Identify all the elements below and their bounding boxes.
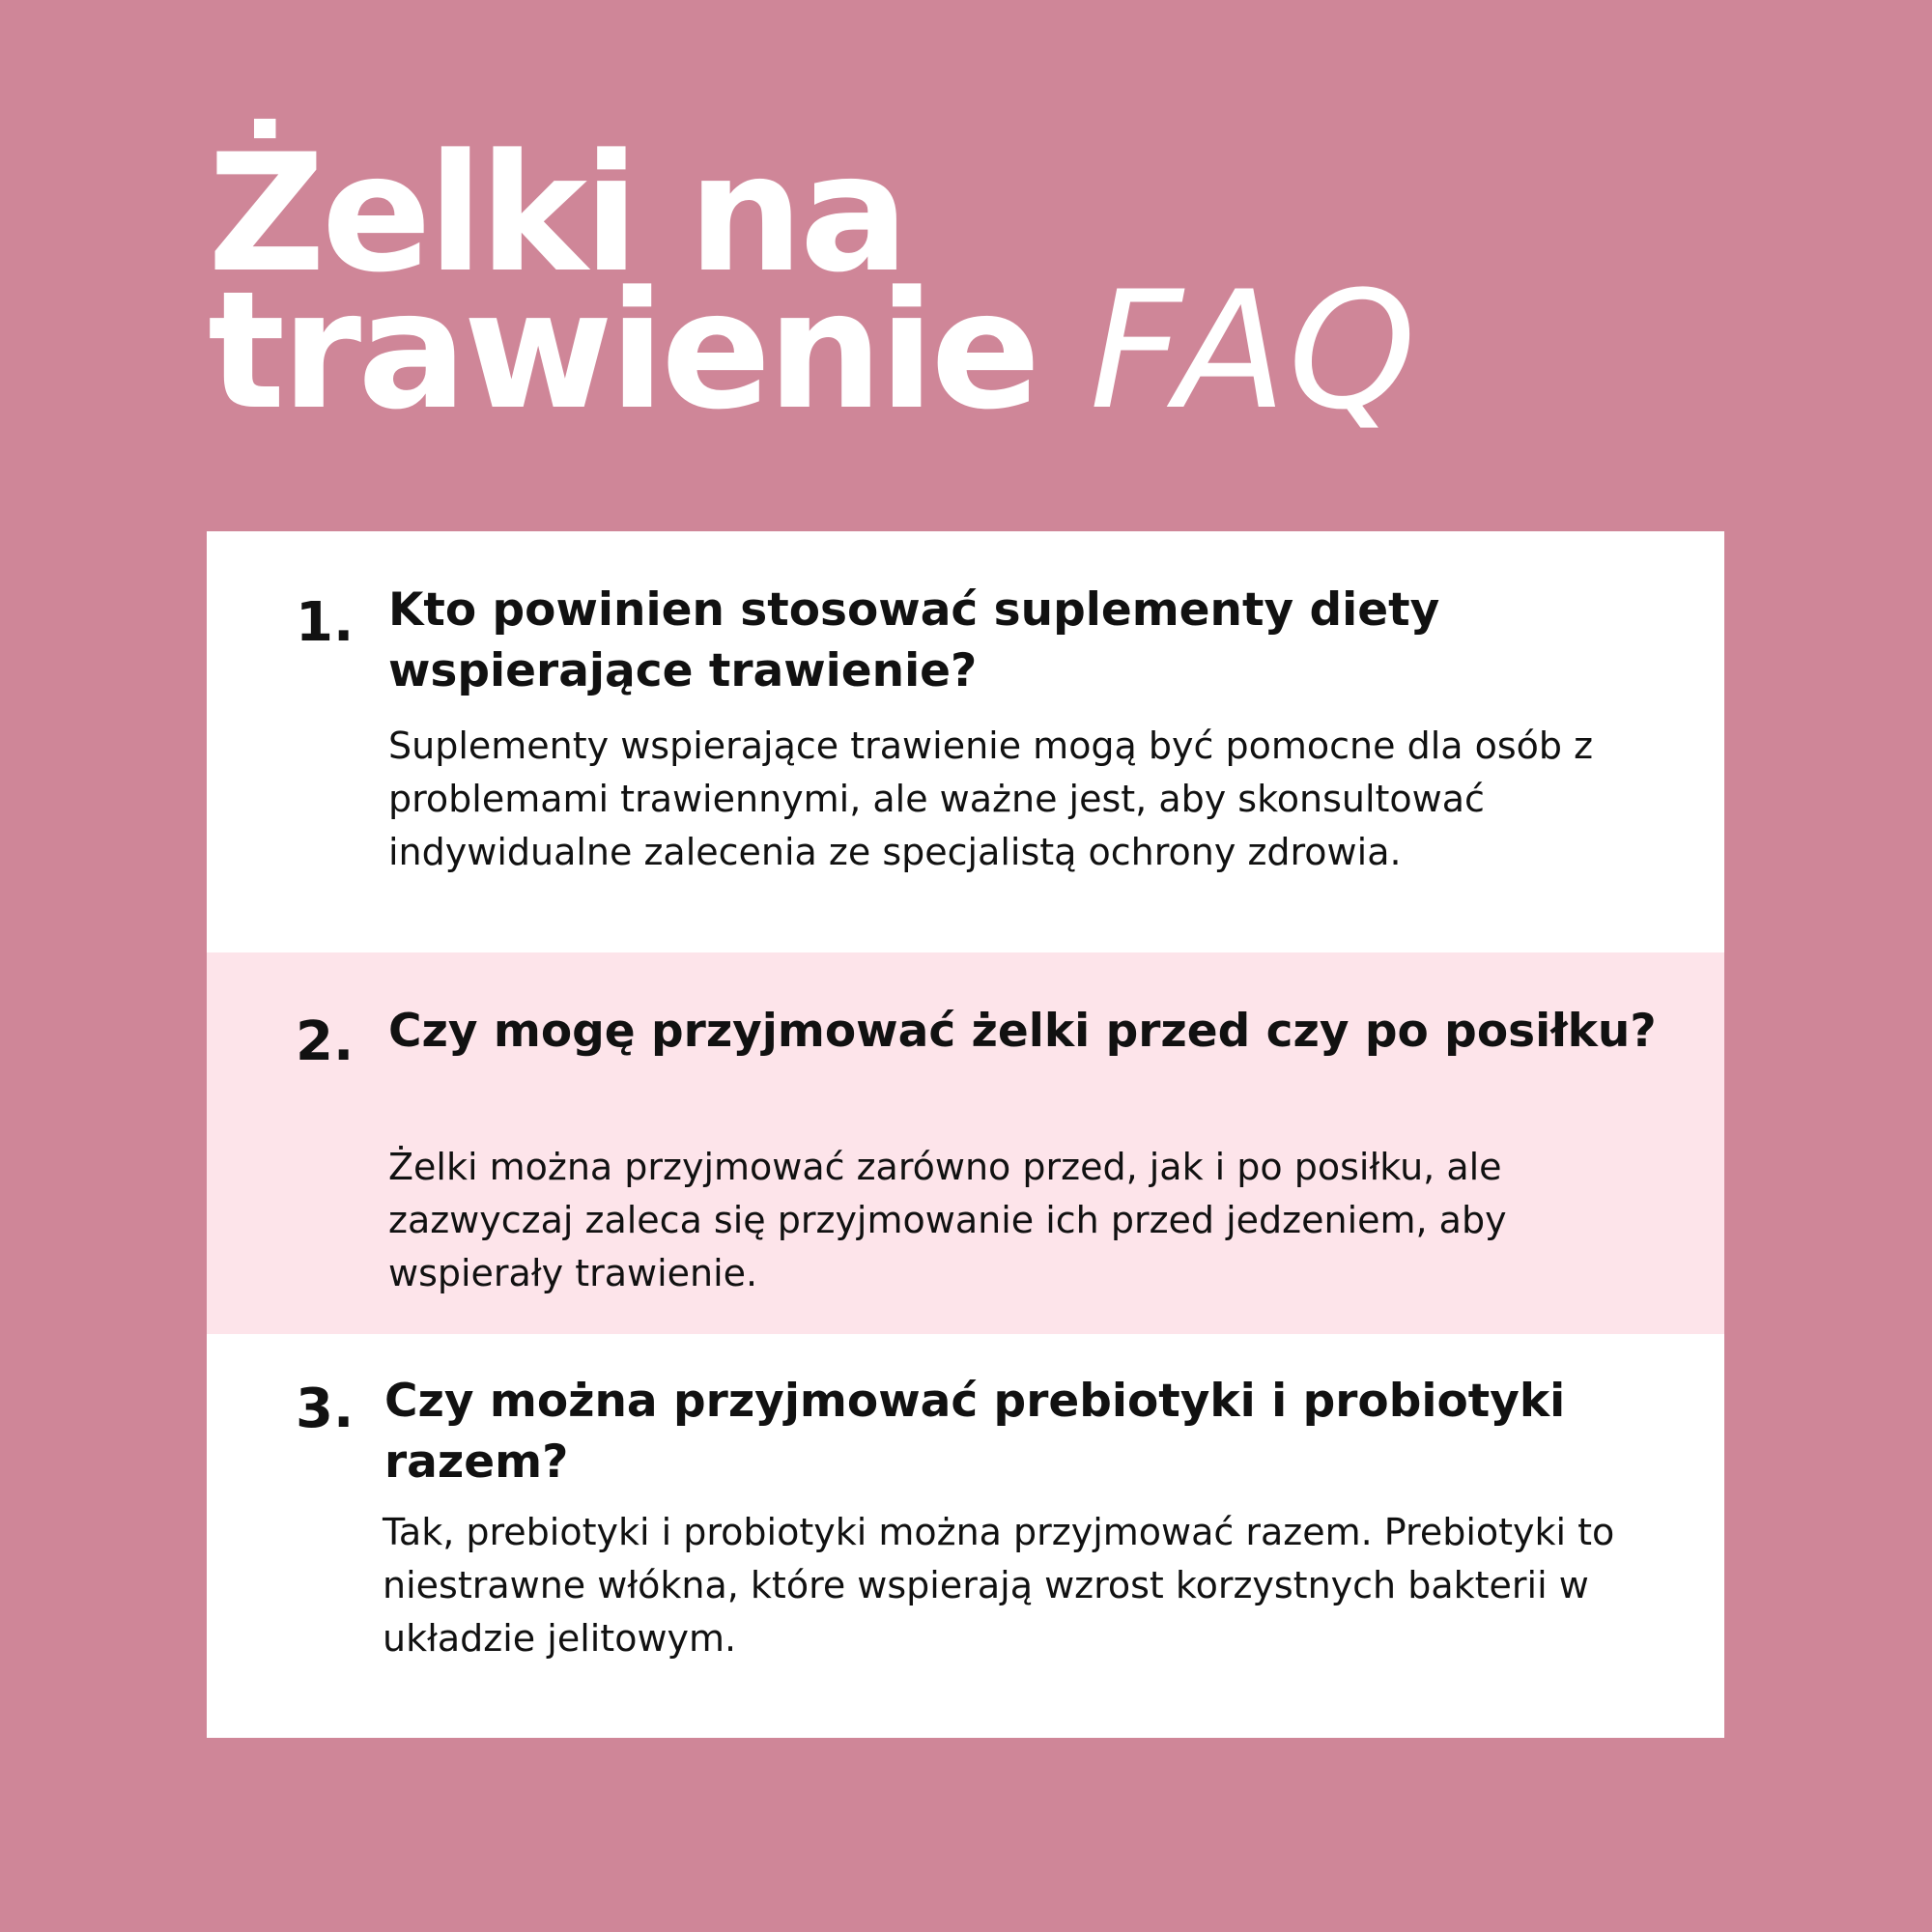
faq-number-3: 3. (296, 1378, 355, 1440)
title-main-word: trawienie (208, 256, 1037, 445)
faq-question-2: Czy mogę przyjmować żelki przed czy po posiłku? (388, 1005, 1657, 1058)
title-faq-accent: FAQ (1089, 256, 1418, 445)
title-line-2 (208, 256, 1418, 445)
faq-item-2 (207, 952, 1724, 1334)
faq-answer-3: Tak, prebiotyki i probiotyki można przyjmować razem. Prebiotyki to niestrawne włókna, które wspierają wzrost korzystnych bakterii w układzie jelitowym. (383, 1511, 1615, 1660)
faq-number-2: 2. (296, 1010, 355, 1073)
faq-item-3 (207, 1334, 1724, 1738)
faq-number-1: 1. (296, 591, 355, 654)
faq-item-1 (207, 531, 1724, 952)
page-title (208, 119, 1418, 445)
faq-answer-1: Suplementy wspierające trawienie mogą być pomocne dla osób z problemami trawiennymi, ale ważne jest, aby skonsultować indywidualne zalecenia ze specjalistą ochrony zdrowia. (388, 724, 1594, 873)
faq-question-1: Kto powinien stosować suplementy diety wspierające trawienie? (388, 583, 1440, 697)
faq-question-3: Czy można przyjmować prebiotyki i probiotyki razem? (384, 1375, 1566, 1489)
title-line-1: Żelki na (208, 119, 906, 308)
faq-card (207, 531, 1724, 1738)
faq-answer-2: Żelki można przyjmować zarówno przed, jak i po posiłku, ale zazwyczaj zaleca się przyjmowanie ich przed jedzeniem, aby wspierały trawienie. (388, 1146, 1507, 1294)
